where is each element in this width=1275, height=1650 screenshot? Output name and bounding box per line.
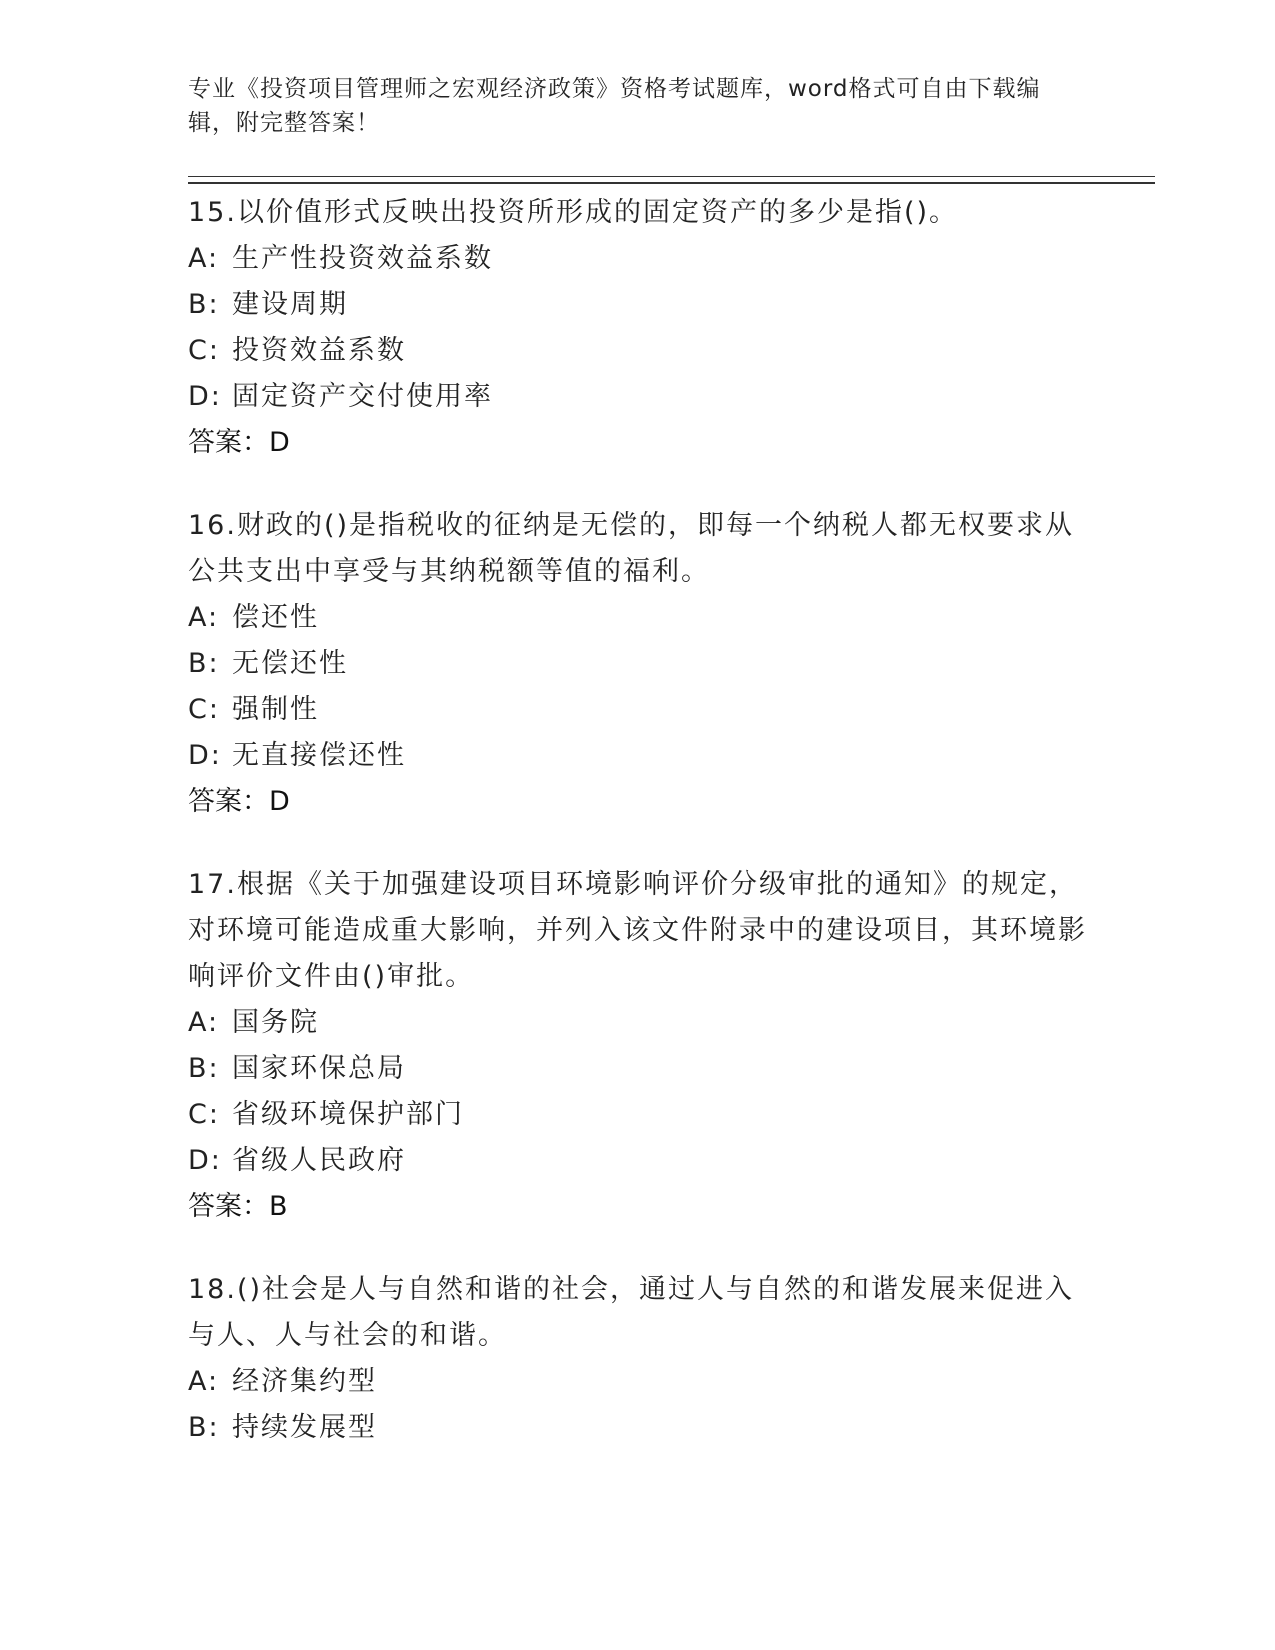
question-text: 17.根据《关于加强建设项目环境影响评价分级审批的通知》的规定，对环境可能造成重大影响，并列入该文件附录中的建设项目，其环境影响评价文件由()审批。 xyxy=(188,869,1087,992)
option-b xyxy=(188,282,1088,328)
option-text: 偿还性 xyxy=(232,602,319,633)
option-letter: B: xyxy=(188,648,220,679)
option-b xyxy=(188,641,1088,687)
option-text: 生产性投资效益系数 xyxy=(232,243,493,274)
option-letter: D: xyxy=(188,740,222,771)
option-letter: A: xyxy=(188,602,220,633)
option-d xyxy=(188,1138,1088,1184)
option-text: 持续发展型 xyxy=(232,1412,377,1443)
option-text: 无直接偿还性 xyxy=(232,740,406,771)
option-text: 省级人民政府 xyxy=(232,1145,406,1176)
question-list xyxy=(188,190,1088,1488)
question-text: 18.()社会是人与自然和谐的社会，通过人与自然的和谐发展来促进入与人、人与社会的和谐。 xyxy=(188,1274,1075,1351)
option-b xyxy=(188,1405,1088,1451)
option-a xyxy=(188,595,1088,641)
option-text: 建设周期 xyxy=(232,289,348,320)
option-text: 省级环境保护部门 xyxy=(232,1099,464,1130)
option-letter: A: xyxy=(188,1366,220,1397)
option-letter: B: xyxy=(188,1053,220,1084)
option-c xyxy=(188,328,1088,374)
option-letter: B: xyxy=(188,289,220,320)
option-letter: D: xyxy=(188,381,222,412)
header-divider-thin xyxy=(188,176,1155,177)
question-15 xyxy=(188,190,1088,466)
option-text: 强制性 xyxy=(232,694,319,725)
answer-label: 答案：B xyxy=(188,1191,288,1222)
option-c xyxy=(188,687,1088,733)
option-letter: C: xyxy=(188,694,220,725)
option-letter: C: xyxy=(188,1099,220,1130)
option-a xyxy=(188,1000,1088,1046)
option-d xyxy=(188,733,1088,779)
option-text: 国务院 xyxy=(232,1007,319,1038)
question-text: 16.财政的()是指税收的征纳是无偿的，即每一个纳税人都无权要求从公共支出中享受与其纳税额等值的福利。 xyxy=(188,510,1075,587)
option-text: 无偿还性 xyxy=(232,648,348,679)
option-c xyxy=(188,1092,1088,1138)
document-header: 专业《投资项目管理师之宏观经济政策》资格考试题库，word格式可自由下载编辑，附完整答案！ xyxy=(188,76,1041,136)
option-a xyxy=(188,236,1088,282)
option-a xyxy=(188,1359,1088,1405)
option-letter: D: xyxy=(188,1145,222,1176)
option-text: 经济集约型 xyxy=(232,1366,377,1397)
option-letter: B: xyxy=(188,1412,220,1443)
option-text: 固定资产交付使用率 xyxy=(232,381,493,412)
question-text: 15.以价值形式反映出投资所形成的固定资产的多少是指()。 xyxy=(188,197,959,228)
question-16 xyxy=(188,503,1088,825)
option-letter: C: xyxy=(188,335,220,366)
question-18 xyxy=(188,1267,1088,1451)
question-17 xyxy=(188,862,1088,1230)
option-letter: A: xyxy=(188,1007,220,1038)
header-divider-thick xyxy=(188,182,1155,184)
option-letter: A: xyxy=(188,243,220,274)
answer-label: 答案：D xyxy=(188,427,290,458)
option-text: 国家环保总局 xyxy=(232,1053,406,1084)
option-d xyxy=(188,374,1088,420)
option-text: 投资效益系数 xyxy=(232,335,406,366)
answer-label: 答案：D xyxy=(188,786,290,817)
option-b xyxy=(188,1046,1088,1092)
